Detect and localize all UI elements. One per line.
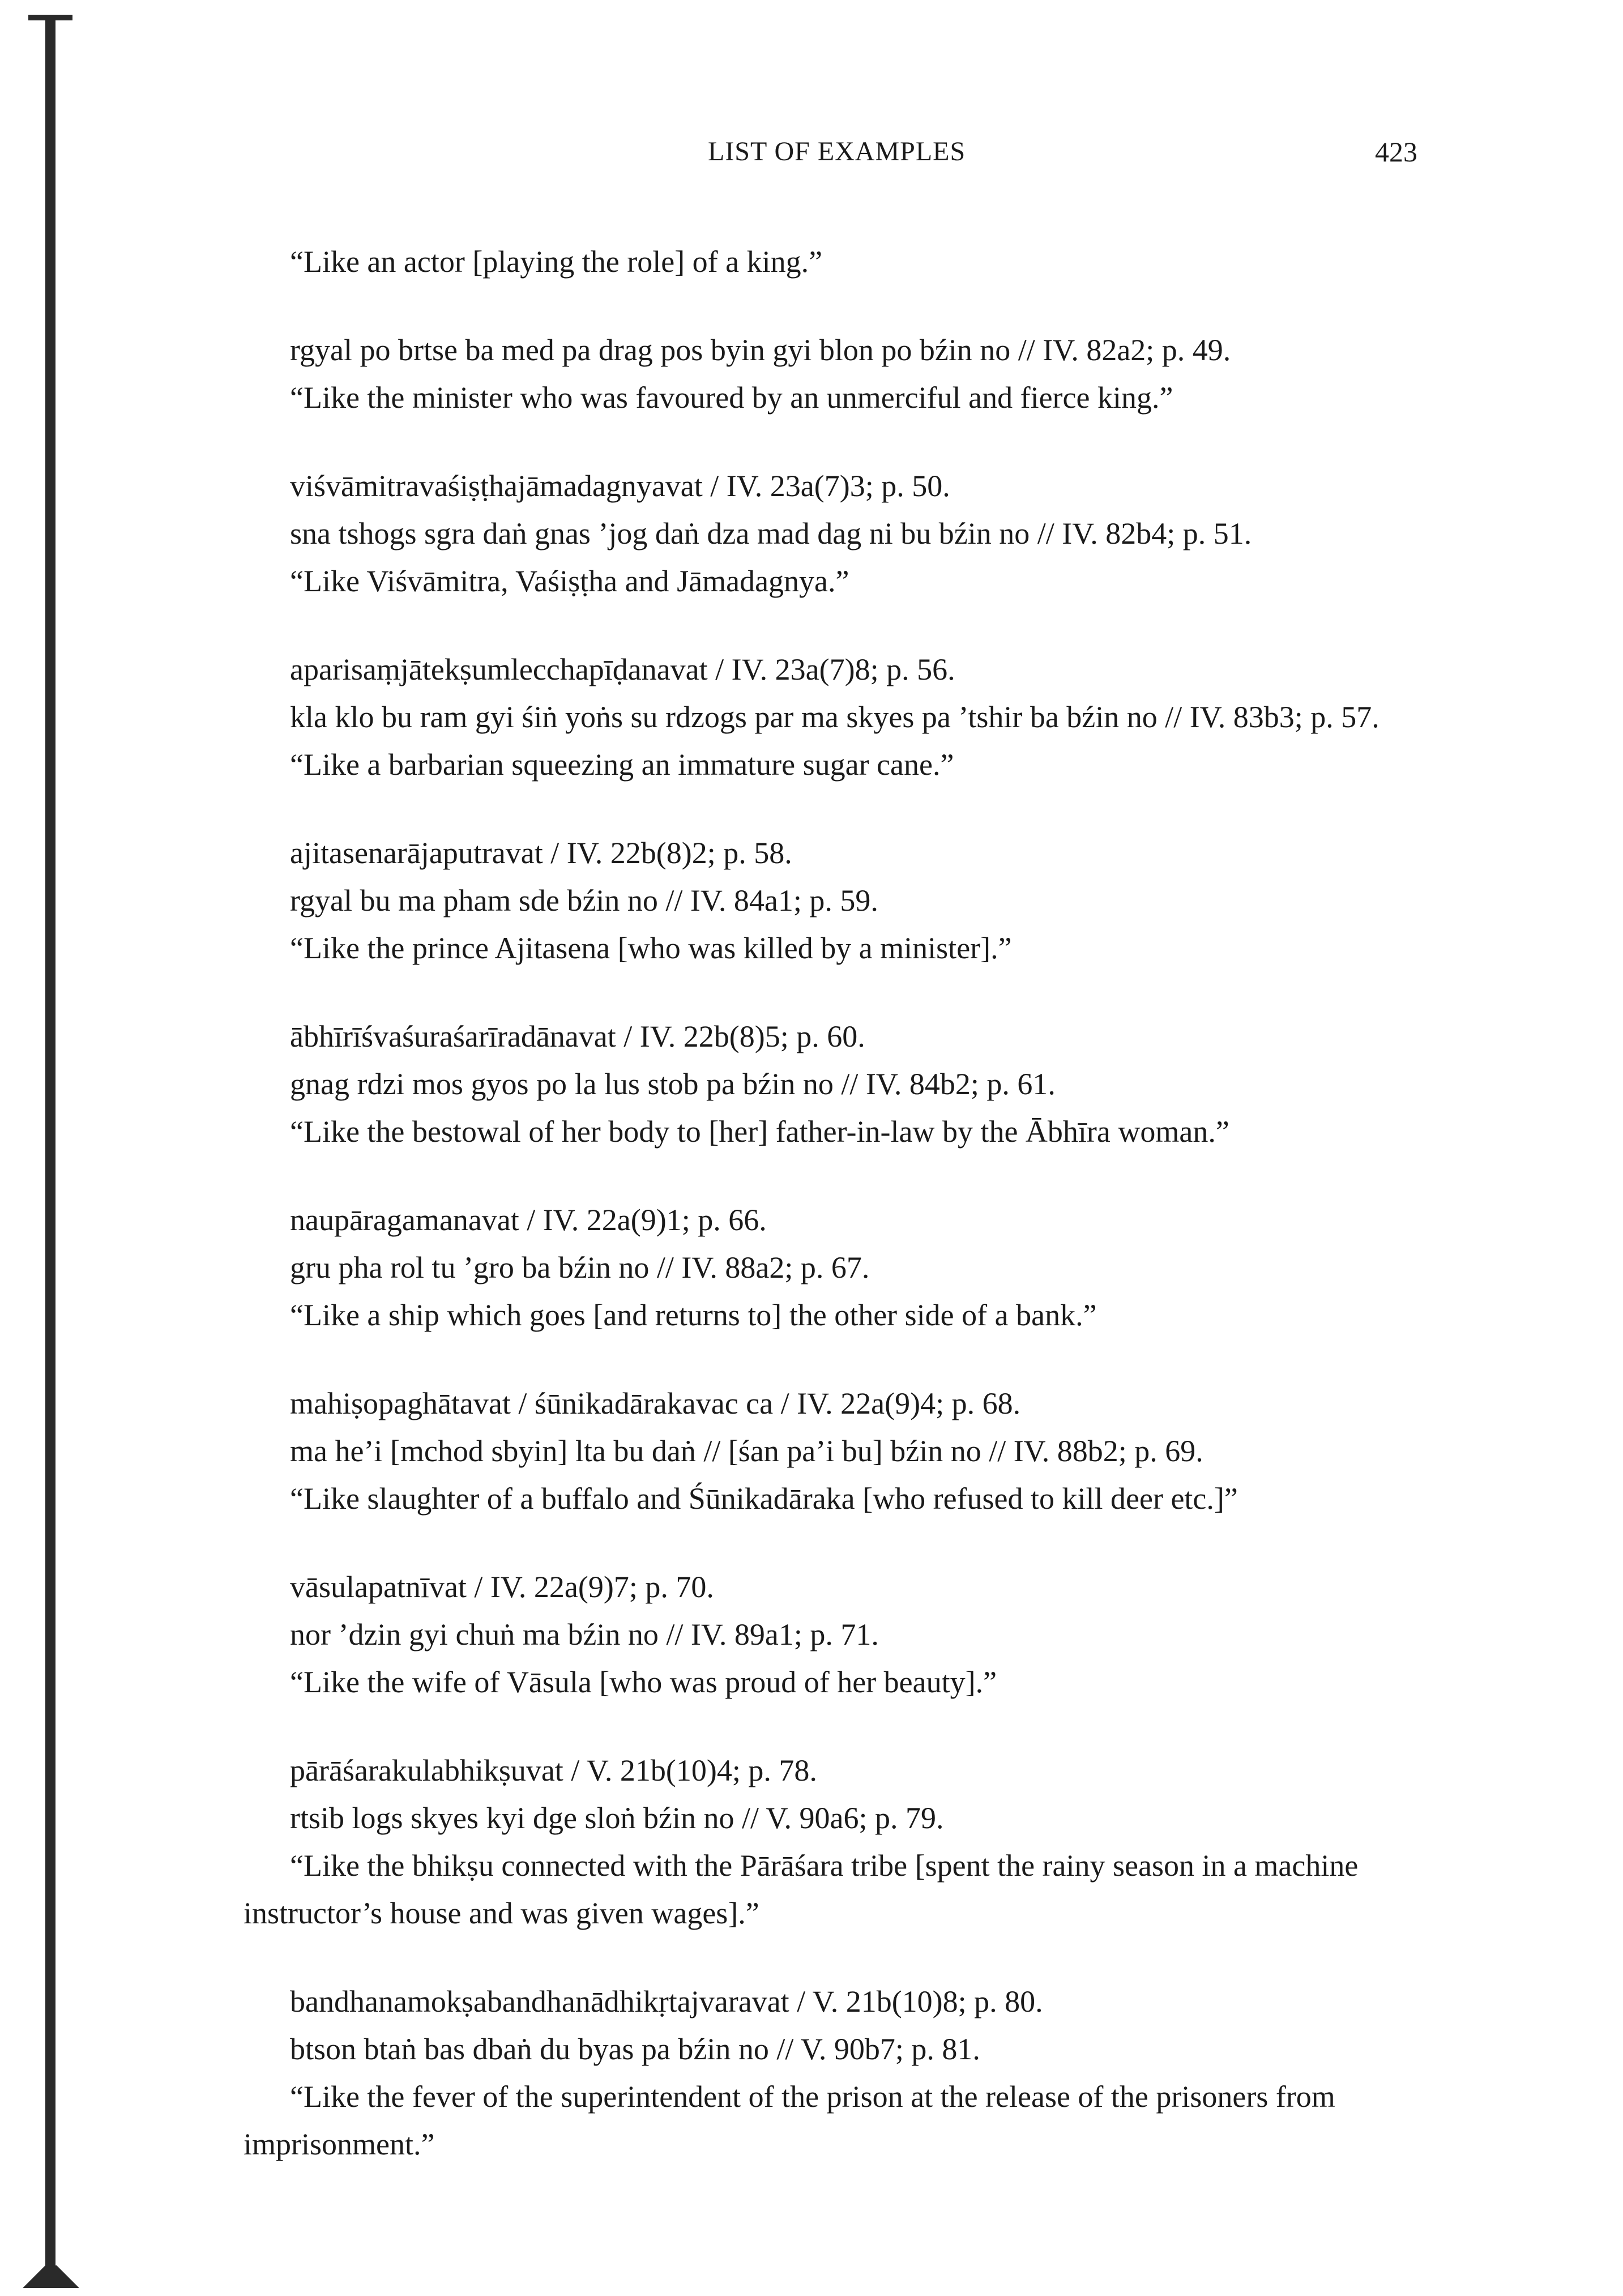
example-line: pārāśarakulabhikṣuvat / V. 21b(10)4; p. 78. (290, 1753, 817, 1787)
example-group (244, 1747, 1455, 1937)
example-group (244, 1013, 1455, 1155)
example-line: aparisaṃjātekṣumlecchapīḍanavat / IV. 23a(7)8; p. 56. (290, 652, 955, 686)
example-line: “Like the minister who was favoured by an unmerciful and fierce king.” (290, 381, 1173, 415)
example-line: “Like the bhikṣu connected with the Pārāśara tribe [spent the rainy season in a machine instructor’s house and was given wages].” (244, 1849, 1359, 1930)
example-line: “Like Viśvāmitra, Vaśiṣṭha and Jāmadagnya.” (290, 564, 849, 598)
example-line: bandhanamokṣabandhanādhikṛtajvaravat / V. 21b(10)8; p. 80. (290, 1985, 1043, 2018)
binding-edge-bottom (23, 2265, 79, 2288)
example-group (244, 1380, 1455, 1522)
example-line: vāsulapatnīvat / IV. 22a(9)7; p. 70. (290, 1570, 714, 1604)
example-line: naupāragamanavat / IV. 22a(9)1; p. 66. (290, 1203, 767, 1237)
example-group (244, 238, 1455, 285)
example-line: “Like the fever of the superintendent of the prison at the release of the prisoners from imprisonment.” (244, 2080, 1335, 2161)
example-line: btson btaṅ bas dbaṅ du byas pa bźin no // V. 90b7; p. 81. (290, 2032, 980, 2066)
example-line: gru pha rol tu ’gro ba bźin no // IV. 88a2; p. 67. (290, 1251, 870, 1284)
page-number: 423 (1375, 136, 1417, 168)
example-line: ajitasenarājaputravat / IV. 22b(8)2; p. 58. (290, 836, 792, 870)
example-line: “Like the wife of Vāsula [who was proud of her beauty].” (290, 1665, 997, 1699)
example-line: rgyal po brtse ba med pa drag pos byin gyi blon po bźin no // IV. 82a2; p. 49. (290, 333, 1231, 367)
example-group (244, 646, 1455, 788)
running-head (0, 135, 1623, 174)
example-line: “Like the prince Ajitasena [who was killed by a minister].” (290, 931, 1012, 965)
example-group (244, 1563, 1455, 1706)
running-title: LIST OF EXAMPLES (708, 136, 966, 167)
example-line: kla klo bu ram gyi śiṅ yoṅs su rdzogs par ma skyes pa ’tshir ba bźin no // IV. 83b3; p. 57. (290, 700, 1379, 734)
example-line: “Like a barbarian squeezing an immature sugar cane.” (290, 748, 954, 782)
example-line: ma he’i [mchod sbyin] lta bu daṅ // [śan pa’i bu] bźin no // IV. 88b2; p. 69. (290, 1434, 1203, 1468)
example-group (244, 1196, 1455, 1339)
example-line: “Like a ship which goes [and returns to] the other side of a bank.” (290, 1298, 1097, 1332)
example-line: “Like an actor [playing the role] of a king.” (290, 245, 823, 279)
example-line: nor ’dzin gyi chuṅ ma bźin no // IV. 89a1; p. 71. (290, 1618, 879, 1651)
binding-edge (45, 17, 55, 2277)
examples-list (244, 238, 1455, 2209)
example-group (244, 1978, 1455, 2168)
example-group (244, 462, 1455, 605)
example-line: sna tshogs sgra daṅ gnas ’jog daṅ dza mad dag ni bu bźin no // IV. 82b4; p. 51. (290, 517, 1252, 550)
example-group (244, 829, 1455, 972)
example-line: gnag rdzi mos gyos po la lus stob pa bźin no // IV. 84b2; p. 61. (290, 1067, 1056, 1101)
example-line: “Like slaughter of a buffalo and Śūnikadāraka [who refused to kill deer etc.]” (290, 1482, 1238, 1516)
example-line: viśvāmitravaśiṣṭhajāmadagnyavat / IV. 23a(7)3; p. 50. (290, 469, 950, 503)
example-line: “Like the bestowal of her body to [her] father-in-law by the Ābhīra woman.” (290, 1115, 1229, 1149)
example-line: mahiṣopaghātavat / śūnikadārakavac ca / IV. 22a(9)4; p. 68. (290, 1386, 1021, 1420)
example-line: ābhīrīśvaśuraśarīradānavat / IV. 22b(8)5; p. 60. (290, 1019, 865, 1053)
example-group (244, 326, 1455, 421)
example-line: rtsib logs skyes kyi dge sloṅ bźin no // V. 90a6; p. 79. (290, 1801, 944, 1835)
example-line: rgyal bu ma pham sde bźin no // IV. 84a1; p. 59. (290, 884, 878, 917)
